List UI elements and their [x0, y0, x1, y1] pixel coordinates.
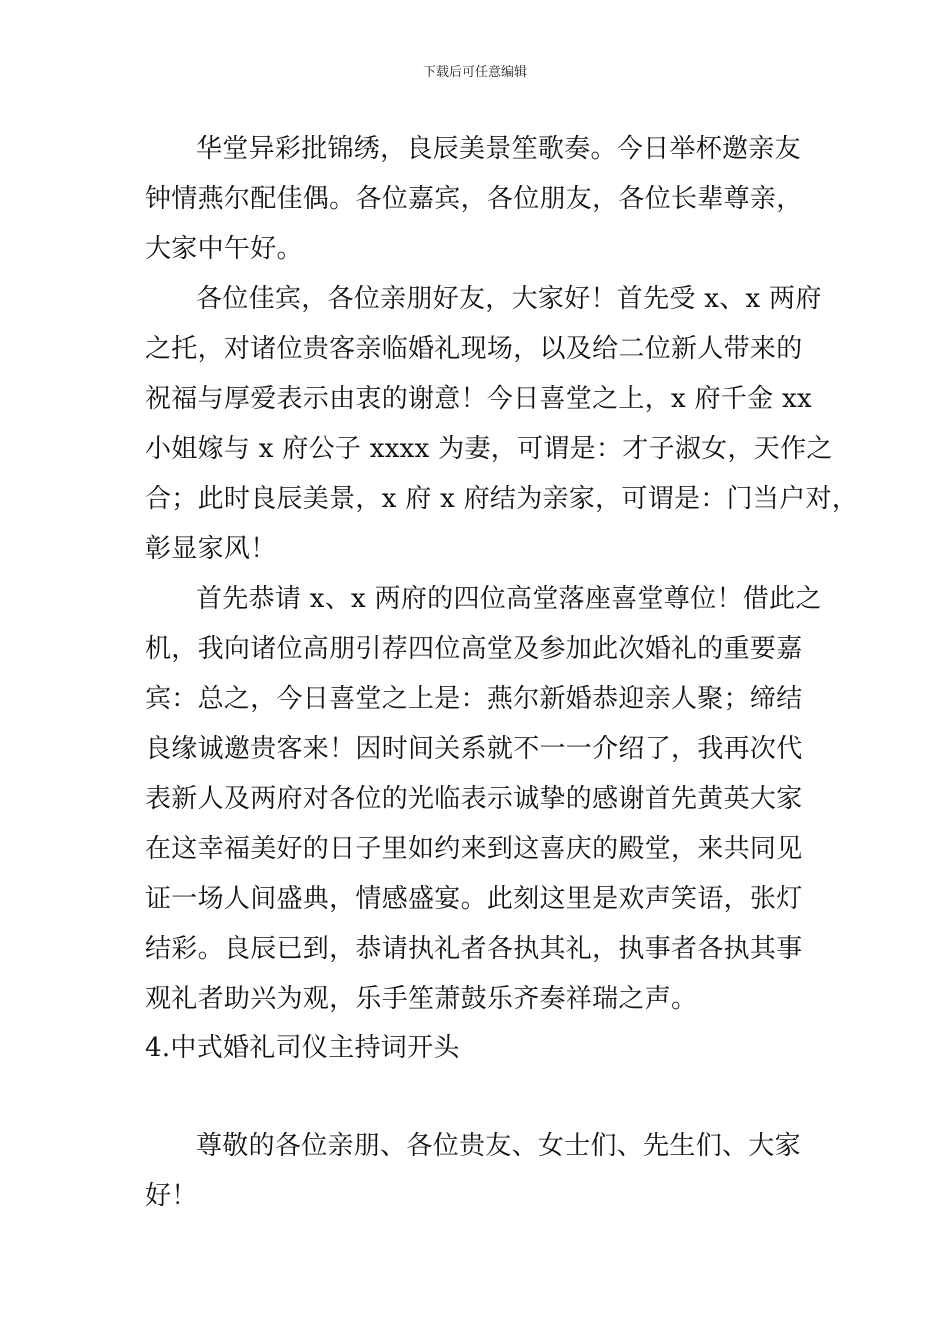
section-heading: 4.中式婚礼司仪主持词开头 — [145, 1033, 460, 1063]
text-line: 宾：总之，今日喜堂之上是：燕尔新婚恭迎亲人聚；缔结 — [145, 684, 803, 714]
text-line: 首先恭请 x、x 两府的四位高堂落座喜堂尊位！借此之 — [196, 584, 822, 614]
text-line: 小姐嫁与 x 府公子 xxxx 为妻，可谓是：才子淑女，天作之 — [145, 434, 833, 464]
text-line: 良缘诚邀贵客来！因时间关系就不一一介绍了，我再次代 — [145, 734, 803, 764]
text-line: 观礼者助兴为观，乐手笙萧鼓乐齐奏祥瑞之声。 — [145, 984, 698, 1014]
text-line: 之托，对诸位贵客亲临婚礼现场，以及给二位新人带来的 — [145, 334, 803, 364]
text-line: 合；此时良辰美景，x 府 x 府结为亲家，可谓是：门当户对， — [145, 484, 859, 514]
text-line: 尊敬的各位亲朋、各位贵友、女士们、先生们、大家 — [196, 1131, 801, 1161]
page-header: 下载后可任意编辑 — [422, 65, 527, 80]
text-line: 机，我向诸位高朋引荐四位高堂及参加此次婚礼的重要嘉 — [145, 634, 803, 664]
text-line: 好！ — [145, 1181, 198, 1211]
text-line: 大家中午好。 — [145, 234, 303, 264]
text-line: 证一场人间盛典，情感盛宴。此刻这里是欢声笑语，张灯 — [145, 884, 803, 914]
text-line: 祝福与厚爱表示由衷的谢意！今日喜堂之上，x 府千金 xx — [145, 384, 812, 414]
text-line: 各位佳宾，各位亲朋好友，大家好！首先受 x、x 两府 — [196, 284, 822, 314]
text-line: 华堂异彩批锦绣，良辰美景笙歌奏。今日举杯邀亲友 — [196, 134, 801, 164]
text-line: 表新人及两府对各位的光临表示诚挚的感谢首先黄英大家 — [145, 784, 803, 814]
text-line: 在这幸福美好的日子里如约来到这喜庆的殿堂，来共同见 — [145, 834, 803, 864]
text-line: 结彩。良辰已到，恭请执礼者各执其礼，执事者各执其事 — [145, 934, 803, 964]
text-line: 彰显家风！ — [145, 534, 277, 564]
text-line: 钟情燕尔配佳偶。各位嘉宾，各位朋友，各位长辈尊亲， — [145, 184, 803, 214]
